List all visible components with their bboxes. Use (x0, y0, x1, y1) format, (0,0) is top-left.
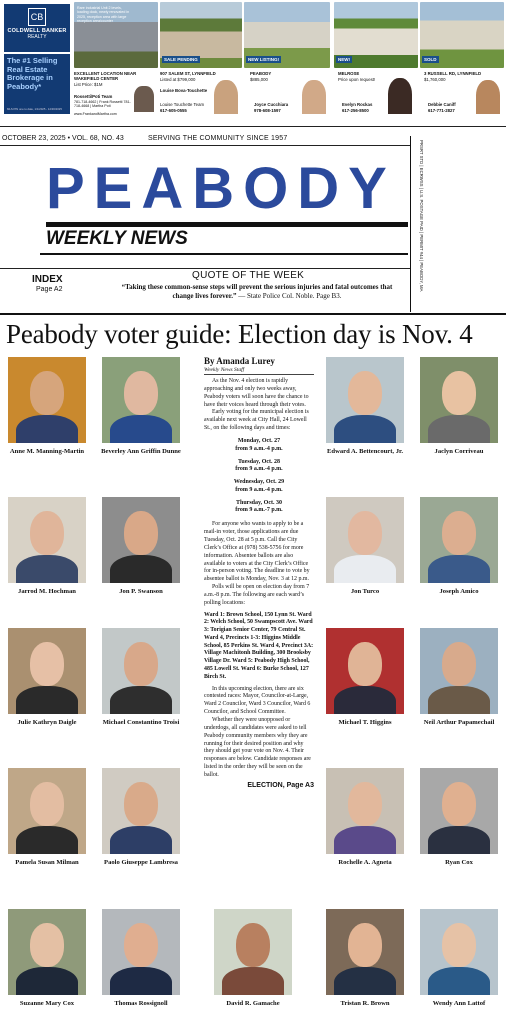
house3-badge: NEW LISTING! (248, 57, 279, 62)
candidate-name: Michael Constantino Troisi (102, 719, 180, 726)
agent-photo-5 (476, 80, 500, 114)
photo-shoulders (428, 826, 490, 854)
house3-phone: 978-608-1597 (254, 108, 281, 113)
photo-shoulders (428, 686, 490, 714)
photo-shoulders (334, 686, 396, 714)
photo-shoulders (16, 826, 78, 854)
photo-shoulders (110, 555, 172, 583)
candidate-name: Pamela Susan Milman (15, 859, 79, 866)
house1-note: Rare industrial Unit 2 levels, loading dock, newly renovated in 2025, reception area with large reception area/counter (77, 6, 130, 24)
candidate-photo (420, 497, 498, 583)
photo-shoulders (16, 555, 78, 583)
house1-phones: 781-718-4662 | Frank Rossetti 781-718-4668 | Martha Poti (74, 100, 131, 109)
house2-badge: SALE PENDING (164, 57, 198, 62)
house1-team: Rossetti/Poti Team (74, 94, 113, 99)
candidate-name: Anne M. Manning-Martin (9, 448, 85, 455)
polling-locations: Ward 1: Brown School, 150 Lynn St. Ward 2: Welch School, 50 Swampscott Ave. Ward 3: Torigian Senior Center, 79 Central St. Ward 4, Precincts 1-3: Higgins Middle School, 85 Perkins St. Ward 4, Precinct 3A: Village Machitonh Building, 300 Brooksby Village Dr. Ward 5: Peabody High School, 485 Lowell St. Ward 6: Burke School, 127 Birch St. (204, 611, 314, 680)
photo-face (124, 923, 158, 967)
house4-price: Price upon request! (338, 77, 376, 82)
early-voting-day (204, 500, 314, 516)
photo-shoulders (110, 686, 172, 714)
day-hours: from 9 a.m.-4 p.m. (235, 466, 283, 473)
photo-face (442, 923, 476, 967)
coldwell-banker-logo (4, 4, 70, 52)
newspaper-subtitle: WEEKLY NEWS (46, 228, 188, 249)
candidate-photo (8, 497, 86, 583)
house4-phone: 617-256-8500 (342, 108, 369, 113)
candidate-photo (8, 768, 86, 854)
candidate-name: Rochelle A. Agneta (338, 859, 392, 866)
main-headline: Peabody voter guide: Election day is Nov. 4 (6, 319, 473, 349)
photo-shoulders (334, 415, 396, 443)
photo-face (30, 923, 64, 967)
brokerage-tagline: The #1 Selling Real Estate Brokerage in Peabody* (7, 56, 58, 91)
candidate-photo (8, 357, 86, 443)
house3-address: PEABODY (250, 71, 272, 76)
photo-face (30, 511, 64, 555)
house4-address: MELROSE (338, 71, 360, 76)
day-label: Tuesday, Oct. 28 (237, 458, 281, 465)
house5-price: $1,760,000 (424, 77, 446, 82)
candidate-photo (326, 909, 404, 995)
candidate-name: Michael T. Higgins (338, 719, 392, 726)
photo-shoulders (428, 415, 490, 443)
photo-face (442, 782, 476, 826)
photo-face (236, 923, 270, 967)
photo-face (30, 782, 64, 826)
article-paragraph: For anyone who wants to apply to be a mail-in voter, those applications are due Tuesday, Oct. 28 at 5 p.m. Call the City Clerk’s Office at (978) 538-5756 for more information. Absentee ballots are also available to voters at the City Clerk’s Office for in-person voting. The deadline to vote by absentee ballot is Monday, Nov. 3 at 12 p.m. (204, 521, 310, 583)
candidate-name: Joseph Amico (439, 588, 479, 595)
house4-agent: Evelyn Rockas (342, 102, 373, 107)
candidate-name: Beverley Ann Griffin Dunne (101, 448, 181, 455)
candidate-name: Suzanne Mary Cox (19, 1000, 75, 1007)
agent-photo-1 (134, 86, 154, 112)
photo-face (348, 642, 382, 686)
photo-shoulders (334, 826, 396, 854)
continued-jump: ELECTION, Page A3 (247, 781, 314, 789)
candidate-photo (326, 497, 404, 583)
byline-rule (204, 374, 314, 375)
day-label: Thursday, Oct. 30 (235, 499, 282, 506)
article-paragraph: Whether they were unopposed or underdogs, all candidates were asked to tell Peabody community members why they are running for their desired position and why they should get your vote on Nov. 4. Their responses are below. Candidate responses are listed in the order they will be seen on the ballot. (204, 716, 311, 778)
photo-shoulders (16, 967, 78, 995)
quote-heading: QUOTE OF THE WEEK (192, 270, 305, 281)
day-label: Wednesday, Oct. 29 (233, 479, 285, 486)
early-voting-day (204, 479, 314, 495)
house5-agent: Debbie Caniff (428, 102, 456, 107)
photo-shoulders (222, 967, 284, 995)
photo-face (348, 371, 382, 415)
photo-face (442, 642, 476, 686)
photo-shoulders (16, 686, 78, 714)
photo-face (124, 371, 158, 415)
candidate-name: Julie Kathryn Daigle (17, 719, 77, 726)
candidate-name: Thomas Rossignoll (114, 1000, 168, 1007)
house5-address: 3 RUSSELL RD, LYNNFIELD (424, 71, 482, 76)
house3-agent: Joyce Cucchiara (254, 102, 289, 107)
real-estate-ad-banner (0, 0, 506, 120)
day-hours: from 9 a.m.-4 p.m. (235, 486, 283, 493)
dateline: OCTOBER 23, 2025 • VOL. 68, NO. 43 (2, 135, 124, 142)
day-hours: from 9 a.m.-7 p.m. (235, 507, 283, 514)
fine-print: MLS PIN one to date, 1/1/2025 - 12/30/2025 (7, 107, 62, 111)
candidate-photo (102, 628, 180, 714)
brand-sub: REALTY (27, 34, 47, 40)
photo-face (348, 511, 382, 555)
house1-web: www.FrankandMartha.com (74, 112, 117, 116)
candidate-name: Edward A. Bettencourt, Jr. (327, 448, 403, 455)
house2-address: 907 SALEM ST, LYNNFIELD (160, 71, 216, 76)
quote-of-week (112, 283, 402, 301)
house1-label: EXCELLENT LOCATION NEAR WAKEFIELD CENTER (74, 71, 137, 82)
byline: By Amanda Lurey (204, 356, 275, 366)
candidate-photo (326, 357, 404, 443)
photo-shoulders (110, 826, 172, 854)
candidate-photo (420, 357, 498, 443)
candidate-photo (102, 909, 180, 995)
photo-face (124, 782, 158, 826)
article-paragraph: Polls will be open on election day from 7 a.m.-8 p.m. The following are each ward’s polling locations: (204, 584, 310, 606)
candidate-photo (8, 628, 86, 714)
headline-rule (0, 313, 506, 315)
brokerage-tagline-box (4, 54, 70, 114)
agent-photo-3 (302, 80, 326, 114)
candidate-photo (420, 768, 498, 854)
agent-photo-2 (214, 80, 238, 114)
index-page: Page A2 (36, 286, 63, 293)
early-voting-day (204, 438, 314, 454)
article-paragraph: Early voting for the municipal election is available next week at City Hall, 24 Lowell St., on the following days and times: (204, 409, 309, 432)
candidate-name: Neil Arthur Papamechail (423, 719, 495, 726)
serving-line: SERVING THE COMMUNITY SINCE 1957 (148, 135, 288, 142)
candidate-name: Wendy Ann Lattof (432, 1000, 486, 1007)
house2-phone: 617-605-0555 (160, 108, 187, 113)
title-bar (46, 222, 408, 227)
candidate-name: Jon P. Swanson (119, 588, 163, 595)
masthead-rule (0, 145, 410, 146)
candidate-photo (420, 909, 498, 995)
quote-attribution: — State Police Col. Noble. Page B3. (236, 291, 342, 300)
candidate-photo (102, 357, 180, 443)
subtitle-bar (40, 253, 408, 255)
house5-badge: SOLD (424, 57, 437, 62)
cb-mark-icon: CB (28, 8, 46, 26)
day-label: Monday, Oct. 27 (237, 437, 281, 444)
article-column (204, 378, 314, 789)
photo-shoulders (110, 967, 172, 995)
photo-shoulders (334, 555, 396, 583)
house2-agent: Louise Bova-Touchette (160, 88, 208, 93)
photo-shoulders (334, 967, 396, 995)
photo-shoulders (16, 415, 78, 443)
candidate-name: David R. Gamache (226, 1000, 280, 1007)
brand-name: COLDWELL BANKER (7, 28, 67, 34)
candidate-name: Ryan Cox (445, 859, 473, 866)
house4-badge: NEW! (338, 57, 350, 62)
early-voting-day (204, 459, 314, 475)
candidate-photo (102, 768, 180, 854)
top-rule (0, 126, 506, 127)
candidate-photo (8, 909, 86, 995)
house5-phone: 617-771-2827 (428, 108, 455, 113)
byline-staff: Weekly News Staff (204, 367, 245, 373)
newspaper-title: PEABODY (46, 156, 396, 221)
postal-divider (410, 136, 411, 312)
candidate-name: Paolo Giuseppe Lambresa (104, 859, 178, 866)
article-paragraph: In this upcoming election, there are six contested races: Mayor, Councilor-at-Large, Ward 2 Councilor, Ward 3 Councilor, Ward 6 Councilor, and School Committee. (204, 685, 311, 716)
agent-photo-4 (388, 78, 412, 114)
candidate-photo (102, 497, 180, 583)
index-rule (0, 268, 410, 269)
candidate-name: Jon Turco (350, 588, 380, 595)
day-hours: from 9 a.m.-4 p.m. (235, 445, 283, 452)
candidate-photo (326, 768, 404, 854)
postal-indicia: PRSRT STD | ECRWSS | U.S. POSTAGE PAID | PERMIT #44 | PEABODY, MA (419, 140, 424, 292)
photo-face (30, 642, 64, 686)
photo-face (348, 923, 382, 967)
candidate-photo (214, 909, 292, 995)
house3-price: $885,000 (250, 77, 268, 82)
index-label: INDEX (32, 274, 63, 285)
candidate-name: Tristan R. Brown (340, 1000, 390, 1007)
candidate-name: Jaclyn Corriveau (434, 448, 484, 455)
photo-face (442, 371, 476, 415)
photo-face (124, 511, 158, 555)
photo-face (30, 371, 64, 415)
house2-team: Louise Touchette Team (160, 102, 205, 107)
house2-price: Listed at $799,000 (160, 77, 196, 82)
house1-price: List Price: $1M (74, 82, 103, 87)
candidate-photo (420, 628, 498, 714)
photo-face (124, 642, 158, 686)
article-paragraph: As the Nov. 4 election is rapidly approaching and only two weeks away, Peabody voters will soon have the chance to have their voices heard through their votes. (204, 378, 309, 408)
candidate-name: Jarrod M. Hochman (18, 588, 76, 595)
photo-face (442, 511, 476, 555)
photo-face (348, 782, 382, 826)
quote-text: “Taking these common-sense steps will prevent the serious injuries and fatal outcomes that change lives forever.” (121, 283, 393, 300)
candidate-photo (326, 628, 404, 714)
photo-shoulders (428, 967, 490, 995)
photo-shoulders (110, 415, 172, 443)
photo-shoulders (428, 555, 490, 583)
